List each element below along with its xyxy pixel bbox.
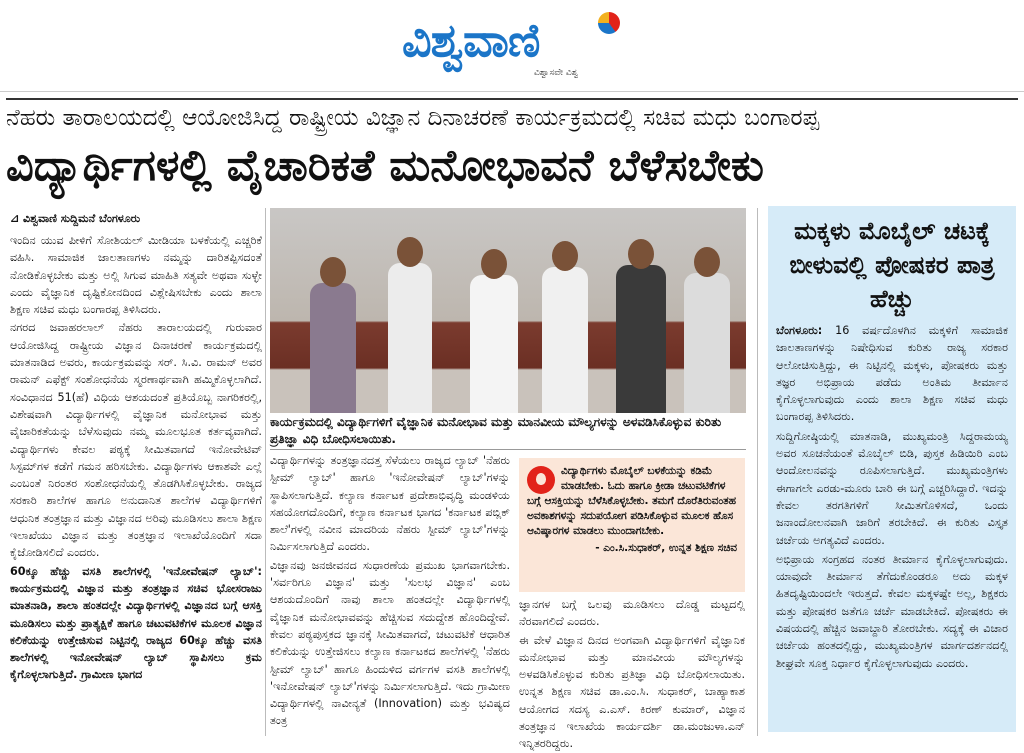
paragraph (776, 322, 1008, 426)
quote-box (519, 458, 745, 592)
logo-swirl-icon (598, 12, 620, 34)
photo-caption: ಕಾರ್ಯಕ್ರಮದಲ್ಲಿ ವಿದ್ಯಾರ್ಥಿಗಳಿಗೆ ವೈಜ್ಞಾನಿಕ ಮನೋಭಾವ ಮತ್ತು ಮಾನವೀಯ ಮೌಲ್ಯಗಳನ್ನು ಅಳವಡಿಸಿಕೊಳ್ಳುವ ಕುರಿತು ಪ್ರತಿಜ್ಞಾ ವಿಧಿ ಬೋಧಿಸಲಾಯಿತು. (270, 414, 746, 450)
paragraph: ಈ ವೇಳೆ ವಿಜ್ಞಾನ ದಿನದ ಅಂಗವಾಗಿ ವಿದ್ಯಾರ್ಥಿಗಳಿಗೆ ವೈಜ್ಞಾನಿಕ ಮನೋಭಾವ ಮತ್ತು ಮಾನವೀಯ ಮೌಲ್ಯಗಳನ್ನು ಅಳವಡಿಸಿಕೊಳ್ಳುವ ಕುರಿತು ಪ್ರತಿಜ್ಞಾ ವಿಧಿ ಬೋಧಿಸಲಾಯಿತು. ಉನ್ನತ ಶಿಕ್ಷಣ ಸಚಿವ ಡಾ.ಎಂ.ಸಿ. ಸುಧಾಕರ್, ಬಾಹ್ಯಾಕಾಶ ಆಯೋಗದ ಸದಸ್ಯ ಎ.ಎಸ್. ಕಿರಣ್ ಕುಮಾರ್, ವಿಜ್ಞಾನ ತಂತ್ರಜ್ಞಾನ ಇಲಾಖೆಯ ಕಾರ್ಯದರ್ಶಿ ಡಾ.ಮಂಜುಳಾ.ಎನ್ ಇನ್ನಿತರರಿದ್ದರು. (519, 633, 745, 751)
column-divider (757, 208, 758, 736)
column-divider (265, 208, 266, 736)
paragraph: ವಿಜ್ಞಾನವು ಜನಜೀವನದ ಸುಧಾರಣೆಯ ಪ್ರಮುಖ ಭಾಗವಾಗಬೇಕು. 'ಸರ್ವರಿಗೂ ವಿಜ್ಞಾನ' ಮತ್ತು 'ಸುಲಭ ವಿಜ್ಞಾನ' ಎಂಬ ಆಶಯದೊಂದಿಗೆ ನಾವು ಶಾಲಾ ಹಂತದಲ್ಲೇ ವಿದ್ಯಾರ್ಥಿಗಳಲ್ಲಿ ವೈಜ್ಞಾನಿಕ ಮನೋಭಾವವನ್ನು ಹೆಚ್ಚಿಸುವ ಸದುದ್ದೇಶ ಹೊಂದಿದ್ದೇವೆ. ಕೇವಲ ಪಠ್ಯಪುಸ್ತಕದ ಜ್ಞಾನಕ್ಕೆ ಸೀಮಿತವಾಗದೆ, ಚಟುವಟಿಕೆ ಆಧಾರಿತ ಕಲಿಕೆಯನ್ನು ಉತ್ತೇಜಿಸಲು ಕಲ್ಯಾಣ ಕರ್ನಾಟಕದ ಶಾಲೆಗಳಲ್ಲಿ 'ನೆಹರು ಸ್ಟೀಮ್ ಲ್ಯಾಬ್' ಹಾಗೂ ಹಿಂದುಳಿದ ವರ್ಗಗಳ ವಸತಿ ಶಾಲೆಗಳಲ್ಲಿ 'ಇನೋವೇಷನ್ ಲ್ಯಾಬ್'ಗಳನ್ನು ನಿರ್ಮಿಸಲಾಗುತ್ತಿದೆ. ಇದು ಗ್ರಾಮೀಣ ವಿದ್ಯಾರ್ಥಿಗಳಲ್ಲಿ ನಾವೀನ್ಯತೆ (Innovation) ಮತ್ತು ಭವಿಷ್ಯದ ತಂತ್ರ (270, 558, 510, 728)
person-figure (542, 267, 588, 413)
rss-icon: ⊿ (10, 212, 24, 225)
person-figure (388, 263, 432, 413)
logo-tagline: ವಿಶ್ವಾಸವೇ ವಿಶ್ವ (534, 68, 579, 78)
person-figure (684, 273, 730, 413)
person-figure (616, 265, 666, 413)
byline-text: ವಿಶ್ವವಾಣಿ ಸುದ್ದಿಮನೆ ಬೆಂಗಳೂರು (23, 212, 141, 225)
article-column-1 (10, 232, 262, 732)
event-photo (270, 208, 746, 413)
newspaper-logo (402, 10, 620, 82)
paragraph: ಇಂದಿನ ಯುವ ಪೀಳಿಗೆ ಸೋಶಿಯಲ್ ಮೀಡಿಯಾ ಬಳಕೆಯಲ್ಲಿ ಎಚ್ಚರಿಕೆ ವಹಿಸಿ. ಸಾಮಾಜಿಕ ಜಾಲತಾಣಗಳು ನಮ್ಮನ್ನು ದಾರಿತಪ್ಪಿಸದಂತೆ ನೋಡಿಕೊಳ್ಳಬೇಕು ಮತ್ತು ಅಲ್ಲಿ ಸಿಗುವ ಮಾಹಿತಿ ಸತ್ಯವೇ ಅಥವಾ ಸುಳ್ಳೇ ಎಂದು ವೈಜ್ಞಾನಿಕ ದೃಷ್ಟಿಕೋನದಿಂದ ವಿಶ್ಲೇಷಿಸಬೇಕು ಎಂದು ಶಾಲಾ ಶಿಕ್ಷಣ ಸಚಿವ ಮಧು ಬಂಗಾರಪ್ಪ ತಿಳಿಸಿದರು. (10, 234, 262, 317)
dateline: ಬೆಂಗಳೂರು: (776, 324, 823, 337)
person-figure (310, 283, 356, 413)
paragraph-text: 16 ವರ್ಷದೊಳಗಿನ ಮಕ್ಕಳಿಗೆ ಸಾಮಾಜಿಕ ಜಾಲತಾಣಗಳನ್ನು ನಿಷೇಧಿಸುವ ಕುರಿತು ರಾಜ್ಯ ಸರಕಾರ ಆಲೋಚಿಸುತ್ತಿದ್ದು, ಈ ನಿಟ್ಟಿನಲ್ಲಿ ಮಕ್ಕಳು, ಪೋಷಕರು ಮತ್ತು ತಜ್ಞರ ಅಭಿಪ್ರಾಯ ಪಡೆದು ಅಂತಿಮ ತೀರ್ಮಾನ ಕೈಗೊಳ್ಳಲಾಗುವುದು ಎಂದು ಶಾಲಾ ಶಿಕ್ಷಣ ಸಚಿವ ಮಧು ಬಂಗಾರಪ್ಪ ತಿಳಿಸಿದರು. (776, 324, 1008, 424)
person-figure (470, 275, 518, 413)
sidebar-headline: ಮಕ್ಕಳು ಮೊಬೈಲ್ ಚಟಕ್ಕೆ ಬೀಳುವಲ್ಲಿ ಪೋಷಕರ ಪಾತ್ರ ಹೆಚ್ಚು (789, 217, 995, 313)
quote-attribution: - ಎಂ.ಸಿ.ಸುಧಾಕರ್, ಉನ್ನತ ಶಿಕ್ಷಣ ಸಚಿವ (595, 542, 737, 554)
quote-text: ವಿದ್ಯಾರ್ಥಿಗಳು ಮೊಬೈಲ್ ಬಳಕೆಯನ್ನು ಕಡಿಮೆ ಮಾಡಬೇಕು. ಓದು ಹಾಗೂ ಕ್ರೀಡಾ ಚಟುವಟಿಕೆಗಳ ಬಗ್ಗೆ ಆಸಕ್ತಿಯನ್ನು ಬೆಳೆಸಿಕೊಳ್ಳಬೇಕು. ತಮಗೆ ದೊರೆತಿರುವಂತಹ ಅವಕಾಶಗಳನ್ನು ಸದುಪಯೋಗ ಪಡಿಸಿಕೊಳ್ಳುವ ಮೂಲಕ ಹೊಸ ಆವಿಷ್ಕಾರಗಳ ಮಾಡಲು ಮುಂದಾಗಬೇಕು. (527, 465, 736, 537)
byline (10, 212, 262, 226)
paragraph: ಅಭಿಪ್ರಾಯ ಸಂಗ್ರಹದ ನಂತರ ತೀರ್ಮಾನ ಕೈಗೊಳ್ಳಲಾಗುವುದು. ಯಾವುದೇ ತೀರ್ಮಾನ ತೆಗೆದುಕೊಂಡರೂ ಅದು ಮಕ್ಕಳ ಹಿತದೃಷ್ಟಿಯಿಂದಲೇ ಇರುತ್ತದೆ. ಕೇವಲ ಮಕ್ಕಳಷ್ಟೇ ಅಲ್ಲ, ಶಿಕ್ಷಕರು ಮತ್ತು ಪೋಷಕರ ಜತೆಗೂ ಚರ್ಚೆ ಮಾಡಬೇಕಿದೆ. ಪೋಷಕರು ಈ ವಿಷಯದಲ್ಲಿ ಹೆಚ್ಚಿನ ಜವಾಬ್ದಾರಿ ತೋರಬೇಕು. ಸದ್ಯಕ್ಕೆ ಈ ವಿಚಾರ ಚರ್ಚೆಯ ಹಂತದಲ್ಲಿದ್ದು, ಮುಖ್ಯಮಂತ್ರಿಗಳ ಮಾರ್ಗದರ್ಶನದಲ್ಲಿ ಶೀಘ್ರವೇ ಸೂಕ್ತ ನಿರ್ಧಾರ ಕೈಗೊಳ್ಳಲಾಗುವುದು ಎಂದರು. (776, 552, 1008, 670)
paragraph: 60ಕ್ಕೂ ಹೆಚ್ಚು ವಸತಿ ಶಾಲೆಗಳಲ್ಲಿ 'ಇನೋವೇಷನ್ ಲ್ಯಾಬ್': ಕಾರ್ಯಕ್ರಮದಲ್ಲಿ ವಿಜ್ಞಾನ ಮತ್ತು ತಂತ್ರಜ್ಞಾನ ಸಚಿವ ಭೋಸರಾಜು ಮಾತನಾಡಿ, ಶಾಲಾ ಹಂತದಲ್ಲೇ ವಿದ್ಯಾರ್ಥಿಗಳಲ್ಲಿ ವಿಜ್ಞಾನದ ಬಗ್ಗೆ ಆಸಕ್ತಿ ಮೂಡಿಸಲು ಮತ್ತು ಪ್ರಾತ್ಯಕ್ಷಿಕೆ ಹಾಗೂ ಚಟುವಟಿಕೆಗಳ ಮೂಲಕ ವಿಜ್ಞಾನ ಕಲಿಕೆಯನ್ನು ಉತ್ತೇಜಿಸುವ ನಿಟ್ಟಿನಲ್ಲಿ ರಾಜ್ಯದ 60ಕ್ಕೂ ಹೆಚ್ಚು ವಸತಿ ಶಾಲೆಗಳಲ್ಲಿ ಇನೋವೇಷನ್ ಲ್ಯಾಬ್ ಸ್ಥಾಪಿಸಲು ಕ್ರಮ ಕೈಗೊಳ್ಳಲಾಗುತ್ತಿದೆ. ಗ್ರಾಮೀಣ ಭಾಗದ (10, 564, 262, 682)
quote-icon (527, 466, 555, 494)
sidebar-body (776, 322, 1008, 674)
article-column-2 (270, 452, 510, 734)
logo-text: ವಿಶ್ವವಾಣಿ (402, 13, 540, 67)
masthead (0, 0, 1024, 92)
paragraph: ನಗರದ ಜವಾಹರಲಾಲ್ ನೆಹರು ತಾರಾಲಯದಲ್ಲಿ ಗುರುವಾರ ಆಯೋಜಿಸಿದ್ದ ರಾಷ್ಟ್ರೀಯ ವಿಜ್ಞಾನ ದಿನಾಚರಣೆ ಕಾರ್ಯಕ್ರಮದಲ್ಲಿ ಮಾತನಾಡಿದ ಅವರು, ಕಾರ್ಯಕ್ರಮವನ್ನು ಸರ್. ಸಿ.ವಿ. ರಾಮನ್ ಅವರ ರಾಮನ್ ಎಫೆಕ್ಟ್ ಸಂಶೋಧನೆಯ ಸ್ಮರಣಾರ್ಥವಾಗಿ ಹಮ್ಮಿಕೊಳ್ಳಲಾಗಿದೆ. ಸಂವಿಧಾನದ 51(ಹೆ) ವಿಧಿಯ ಆಶಯದಂತೆ ಪ್ರತಿಯೊಬ್ಬ ನಾಗರಿಕರಲ್ಲಿ, ವಿಶೇಷವಾಗಿ ವಿದ್ಯಾರ್ಥಿಗಳಲ್ಲಿ ವೈಜ್ಞಾನಿಕ ಮನೋಭಾವ ಮತ್ತು ವೈಚಾರಿಕತೆಯನ್ನು ಬೆಳೆಸುವುದು ನಮ್ಮ ಮೂಲಭೂತ ಕರ್ತವ್ಯವಾಗಿದೆ. ವಿದ್ಯಾರ್ಥಿಗಳು ಕೇವಲ ಪಠ್ಯಕ್ಕೆ ಸೀಮಿತವಾಗದೆ ಇನೋವೇಟಿವ್ ಸಿಸ್ಟಮ್‌ಗಳ ಕಡೆಗೆ ಗಮನ ಹರಿಸಬೇಕು. ವಿದ್ಯಾರ್ಥಿಗಳು ಆಕಾಶವೇ ಎಲ್ಲೆ ಎಂಬಂತೆ ನಿರಂತರ ಸಂಶೋಧನೆಯಲ್ಲಿ ತೊಡಗಿಸಿಕೊಳ್ಳಬೇಕು. ರಾಜ್ಯದ ಸರಕಾರಿ ಶಾಲೆಗಳ ಹಾಗೂ ಅನುದಾನಿತ ಶಾಲೆಗಳ ವಿದ್ಯಾರ್ಥಿಗಳಿಗೆ ಆಧುನಿಕ ತಂತ್ರಜ್ಞಾನ ಮತ್ತು ವಿಜ್ಞಾನದ ಅರಿವು ಮೂಡಿಸಲು ಶಾಲಾ ಶಿಕ್ಷಣ ಇಲಾಖೆಯು ವಿಜ್ಞಾನ ಮತ್ತು ತಂತ್ರಜ್ಞಾನ ಇಲಾಖೆಯೊಂದಿಗೆ ಸದಾ ಕೈಜೋಡಿಸಲಿದೆ ಎಂದರು. (10, 321, 262, 560)
sidebar-story (768, 206, 1016, 732)
paragraph: ವಿದ್ಯಾರ್ಥಿಗಳನ್ನು ತಂತ್ರಜ್ಞಾನದತ್ತ ಸೆಳೆಯಲು ರಾಜ್ಯದ ಲ್ಯಾಬ್ 'ನೆಹರು ಸ್ಟೀಮ್ ಲ್ಯಾಬ್' ಹಾಗೂ 'ಇನೋವೇಷನ್ ಲ್ಯಾಬ್'ಗಳನ್ನು ಸ್ಥಾಪಿಸಲಾಗುತ್ತಿದೆ. ಕಲ್ಯಾಣ ಕರ್ನಾಟಕ ಪ್ರದೇಶಾಭಿವೃದ್ಧಿ ಮಂಡಳಿಯ ಸಹಯೋಗದೊಂದಿಗೆ, ಕಲ್ಯಾಣ ಕರ್ನಾಟಕ ಭಾಗದ 'ಕರ್ನಾಟಕ ಪಬ್ಲಿಕ್ ಶಾಲೆ'ಗಳಲ್ಲಿ ನವೀನ ಮಾದರಿಯ ನೆಹರು ಸ್ಟೀಮ್ ಲ್ಯಾಬ್'ಗಳನ್ನು ನಿರ್ಮಿಸಲಾಗುತ್ತಿದೆ ಎಂದರು. (270, 454, 510, 554)
article-column-3 (519, 596, 745, 751)
paragraph: ಜ್ಞಾನಗಳ ಬಗ್ಗೆ ಒಲವು ಮೂಡಿಸಲು ದೊಡ್ಡ ಮಟ್ಟದಲ್ಲಿ ನೆರವಾಗಲಿದೆ ಎಂದರು. (519, 598, 745, 629)
paragraph: ಸುದ್ದಿಗೋಷ್ಠಿಯಲ್ಲಿ ಮಾತನಾಡಿ, ಮುಖ್ಯಮಂತ್ರಿ ಸಿದ್ದರಾಮಯ್ಯ ಅವರ ಸೂಚನೆಯಂತೆ ಮೊಬೈಲ್ ಬಿಡಿ, ಪುಸ್ತಕ ಹಿಡಿಯಿರಿ ಎಂಬ ಆಂದೋಲನವನ್ನು ರೂಪಿಸಲಾಗುತ್ತಿದೆ. ಮುಖ್ಯಮಂತ್ರಿಗಳು ಈಗಾಗಲೇ ಎರಡು-ಮೂರು ಬಾರಿ ಈ ಬಗ್ಗೆ ಎಚ್ಚರಿಸಿದ್ದಾರೆ. ಇದನ್ನು ಕೇವಲ ತರಗತಿಗಳಿಗೆ ಸೀಮಿತಗೊಳಿಸದೆ, ಒಂದು ಜನಾಂದೋಲನವಾಗಿ ಜಾರಿಗೆ ತರಬೇಕಿದೆ. ಈ ಕುರಿತು ವಿಸ್ತೃತ ಚರ್ಚೆಯ ಅಗತ್ಯವಿದೆ ಎಂದರು. (776, 429, 1008, 547)
article-subheading: ನೆಹರು ತಾರಾಲಯದಲ್ಲಿ ಆಯೋಜಿಸಿದ್ದ ರಾಷ್ಟ್ರೀಯ ವಿಜ್ಞಾನ ದಿನಾಚರಣೆ ಕಾರ್ಯಕ್ರಮದಲ್ಲಿ ಸಚಿವ ಮಧು ಬಂಗಾರಪ್ಪ (6, 98, 1018, 136)
article-headline: ವಿದ್ಯಾರ್ಥಿಗಳಲ್ಲಿ ವೈಚಾರಿಕತೆ ಮನೋಭಾವನೆ ಬೆಳೆಸಬೇಕು (6, 141, 764, 191)
